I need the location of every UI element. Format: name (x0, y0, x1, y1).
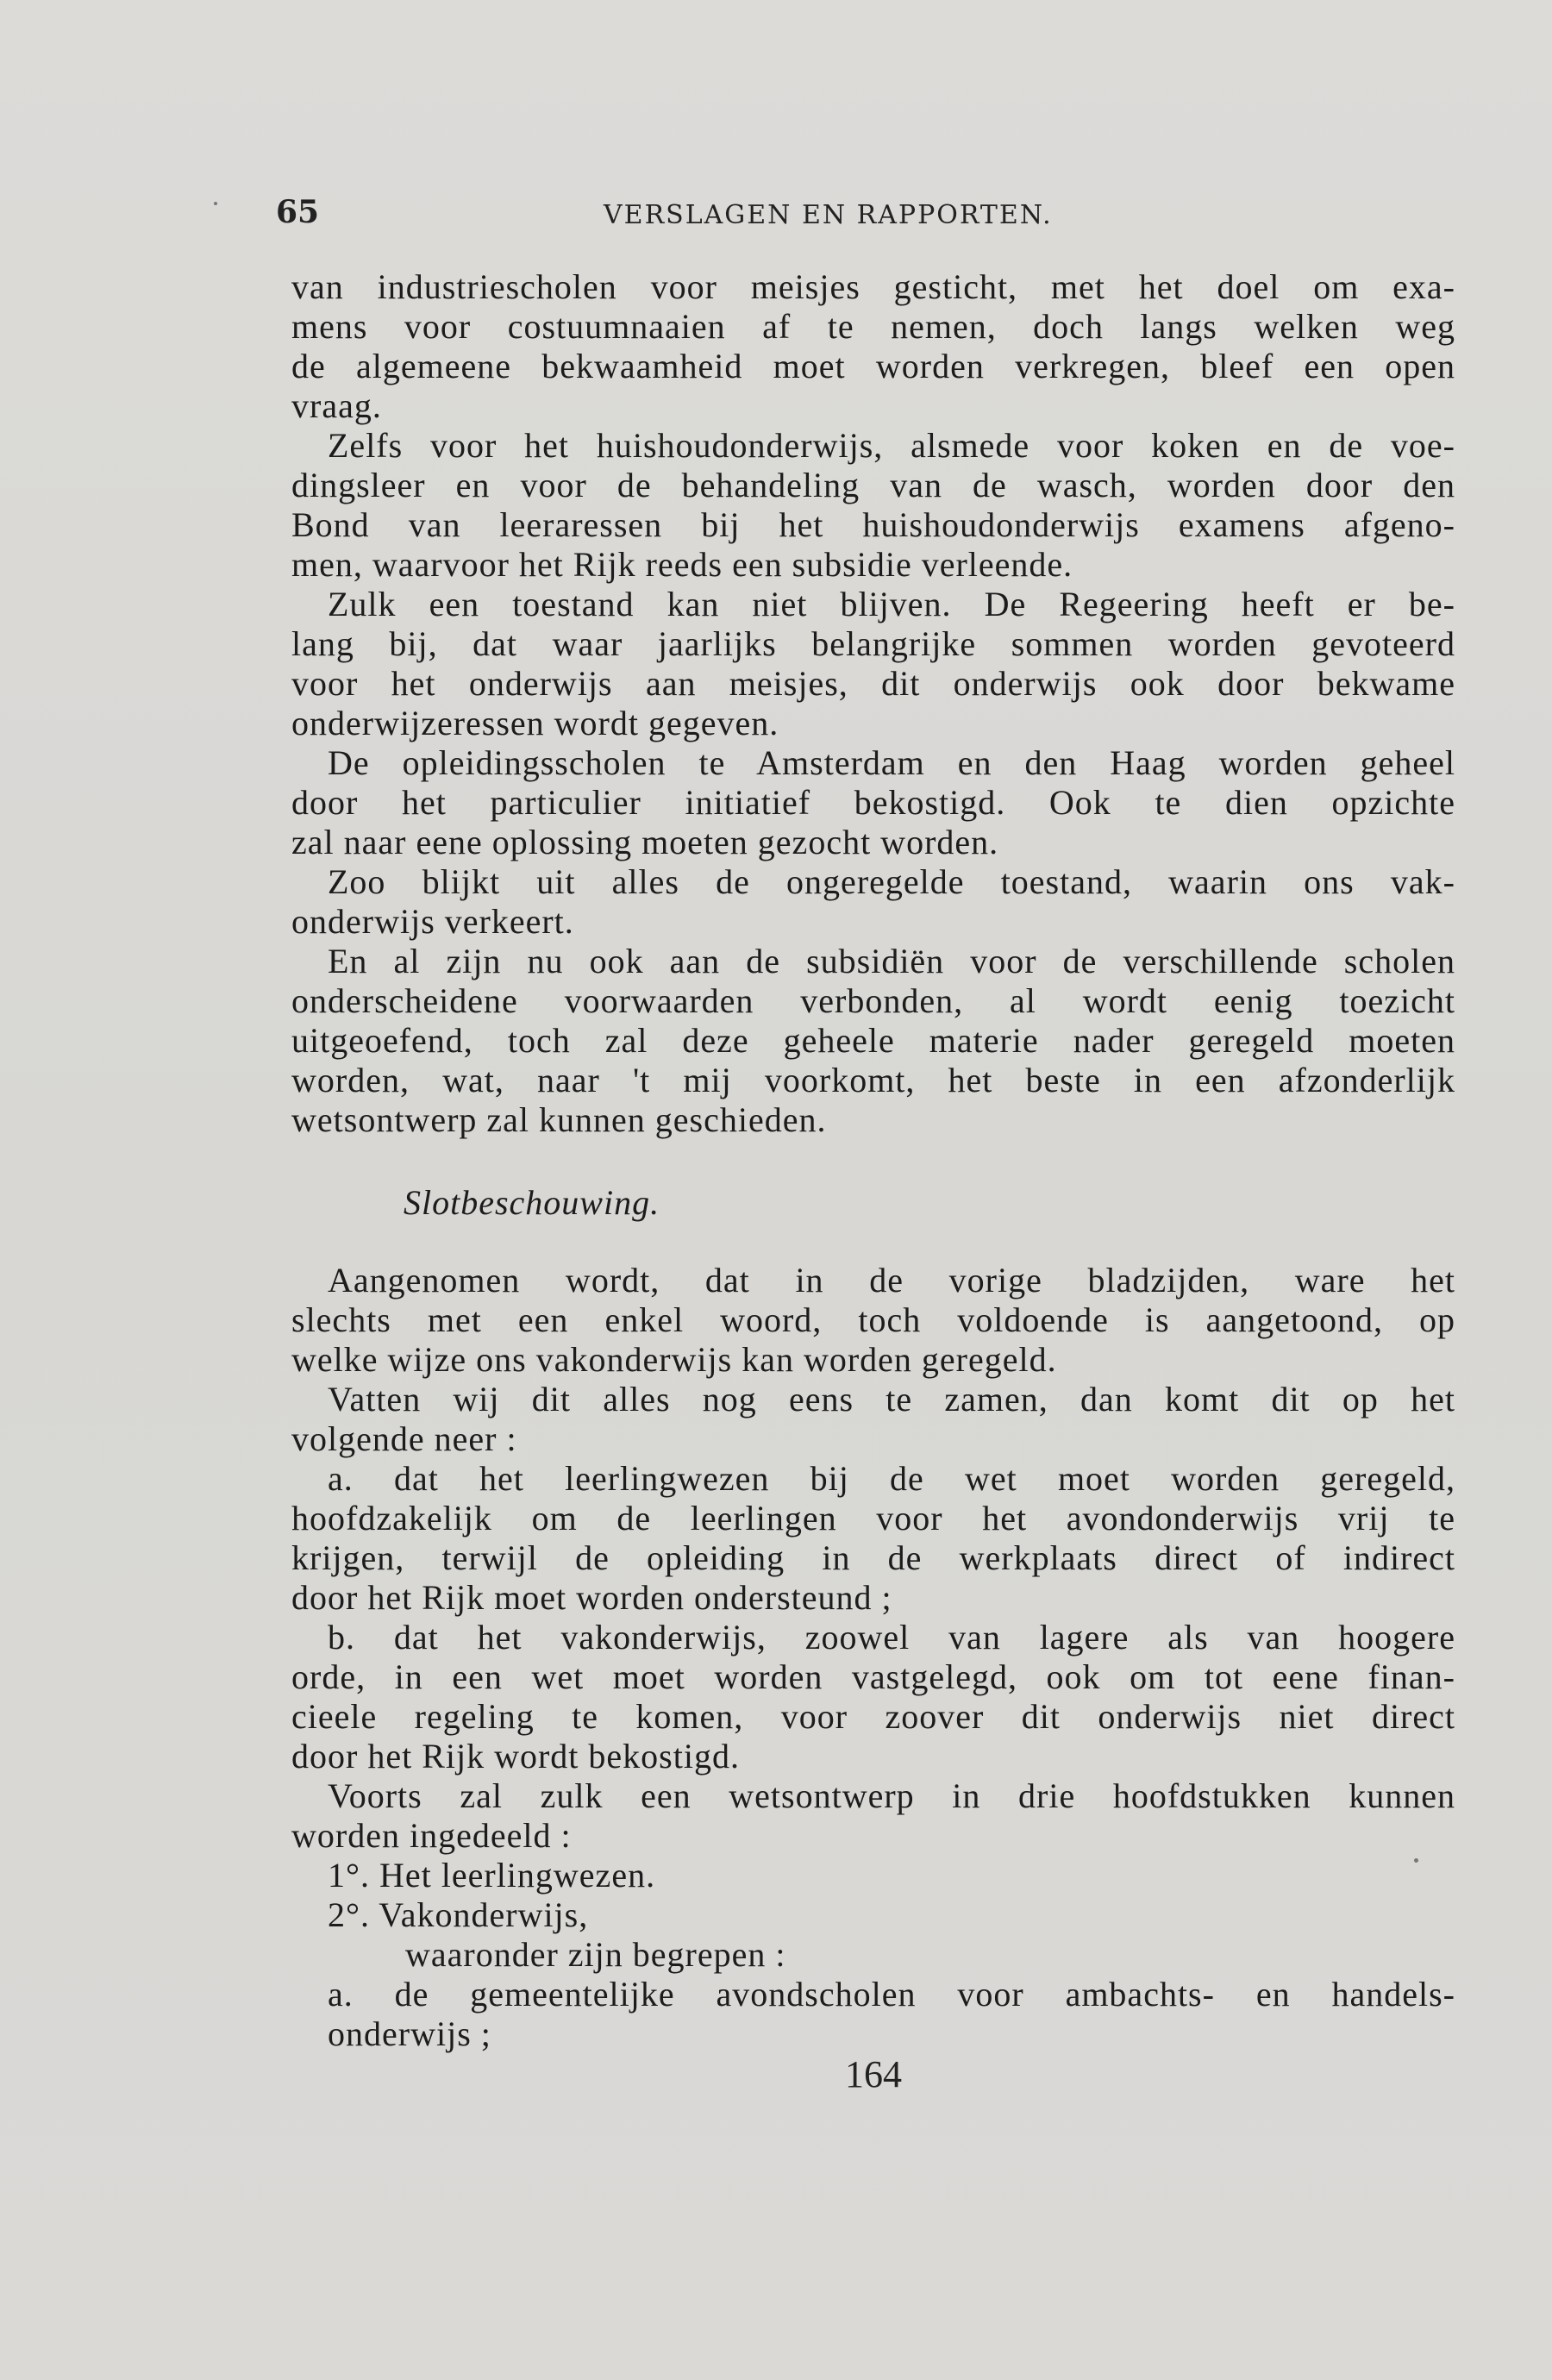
text-line: Aangenomen wordt, dat in de vorige bladzijden, ware het (328, 1261, 1455, 1300)
text-line: En al zijn nu ook aan de subsidiën voor de verschillende scholen (328, 942, 1455, 980)
text-line: lang bij, dat waar jaarlijks belangrijke sommen worden gevoteerd (291, 624, 1455, 663)
text-line: onderscheidene voorwaarden verbonden, al wordt eenig toezicht (291, 981, 1455, 1020)
running-head: VERSLAGEN EN RAPPORTEN. (604, 200, 1053, 230)
text-line: waaronder zijn begrepen : (405, 1935, 786, 1974)
text-line: Voorts zal zulk een wetsontwerp in drie hoofdstukken kunnen (328, 1776, 1455, 1815)
text-line: Zelfs voor het huishoudonderwijs, alsmede voor koken en de voe- (328, 426, 1455, 465)
text-line: volgende neer : (291, 1419, 517, 1458)
paragraphs-after-heading (291, 1261, 1455, 2054)
text-line: cieele regeling te komen, voor zoover dit onderwijs niet direct (291, 1697, 1455, 1736)
text-line: 1°. Het leerlingwezen. (328, 1856, 656, 1895)
text-line: onderwijs verkeert. (291, 902, 574, 941)
text-line: dingsleer en voor de behandeling van de wasch, worden door den (291, 466, 1455, 504)
paper-speck (1414, 1858, 1418, 1863)
text-line: uitgeoefend, toch zal deze geheele materie nader geregeld moeten (291, 1021, 1455, 1060)
text-line: door het Rijk wordt bekostigd. (291, 1737, 740, 1776)
text-line: voor het onderwijs aan meisjes, dit onderwijs ook door bekwame (291, 664, 1455, 703)
page-number: 65 (276, 194, 320, 230)
text-line: Vatten wij dit alles nog eens te zamen, dan komt dit op het (328, 1380, 1455, 1419)
text-line: welke wijze ons vakonderwijs kan worden geregeld. (291, 1340, 1057, 1379)
text-line: 2°. Vakonderwijs, (328, 1895, 589, 1934)
section-heading: Slotbeschouwing. (404, 1183, 660, 1222)
sheet-number: 164 (845, 2053, 902, 2095)
text-line: De opleidingsscholen te Amsterdam en den Haag worden geheel (328, 743, 1455, 782)
text-line: krijgen, terwijl de opleiding in de werkplaats direct of indirect (291, 1538, 1455, 1577)
text-line: worden ingedeeld : (291, 1816, 572, 1855)
text-line: worden, wat, naar 't mij voorkomt, het beste in een afzonderlijk (291, 1061, 1455, 1099)
body-text (291, 267, 1455, 2054)
text-line: b. dat het vakonderwijs, zoowel van lagere als van hoogere (328, 1618, 1455, 1657)
text-line: vraag. (291, 386, 382, 425)
text-line: slechts met een enkel woord, toch voldoende is aangetoond, op (291, 1300, 1455, 1339)
text-line: mens voor costuumnaaien af te nemen, doch langs welken weg (291, 307, 1455, 346)
text-line: onderwijs ; (328, 2014, 491, 2053)
text-line: de algemeene bekwaamheid moet worden verkregen, bleef een open (291, 347, 1455, 385)
text-line: a. dat het leerlingwezen bij de wet moet worden geregeld, (328, 1459, 1455, 1498)
text-line: door het particulier initiatief bekostigd. Ook te dien opzichte (291, 783, 1455, 822)
text-line: a. de gemeentelijke avondscholen voor ambachts- en handels- (328, 1975, 1455, 2014)
paragraphs-before-heading (291, 267, 1455, 1140)
text-line: hoofdzakelijk om de leerlingen voor het avondonderwijs vrij te (291, 1499, 1455, 1538)
text-line: wetsontwerp zal kunnen geschieden. (291, 1100, 827, 1139)
text-line: door het Rijk moet worden ondersteund ; (291, 1578, 892, 1617)
text-line: Bond van leeraressen bij het huishoudonderwijs examens afgeno- (291, 505, 1455, 544)
text-line: men, waarvoor het Rijk reeds een subsidie verleende. (291, 545, 1073, 584)
text-line: orde, in een wet moet worden vastgelegd, ook om tot eene finan- (291, 1657, 1455, 1696)
text-line: zal naar eene oplossing moeten gezocht worden. (291, 823, 999, 861)
text-line: onderwijzeressen wordt gegeven. (291, 704, 779, 742)
paper-speck (214, 202, 217, 205)
text-line: Zulk een toestand kan niet blijven. De Regeering heeft er be- (328, 585, 1455, 623)
text-line: van industriescholen voor meisjes gesticht, met het doel om exa- (291, 267, 1455, 306)
text-line: Zoo blijkt uit alles de ongeregelde toestand, waarin ons vak- (328, 862, 1455, 901)
